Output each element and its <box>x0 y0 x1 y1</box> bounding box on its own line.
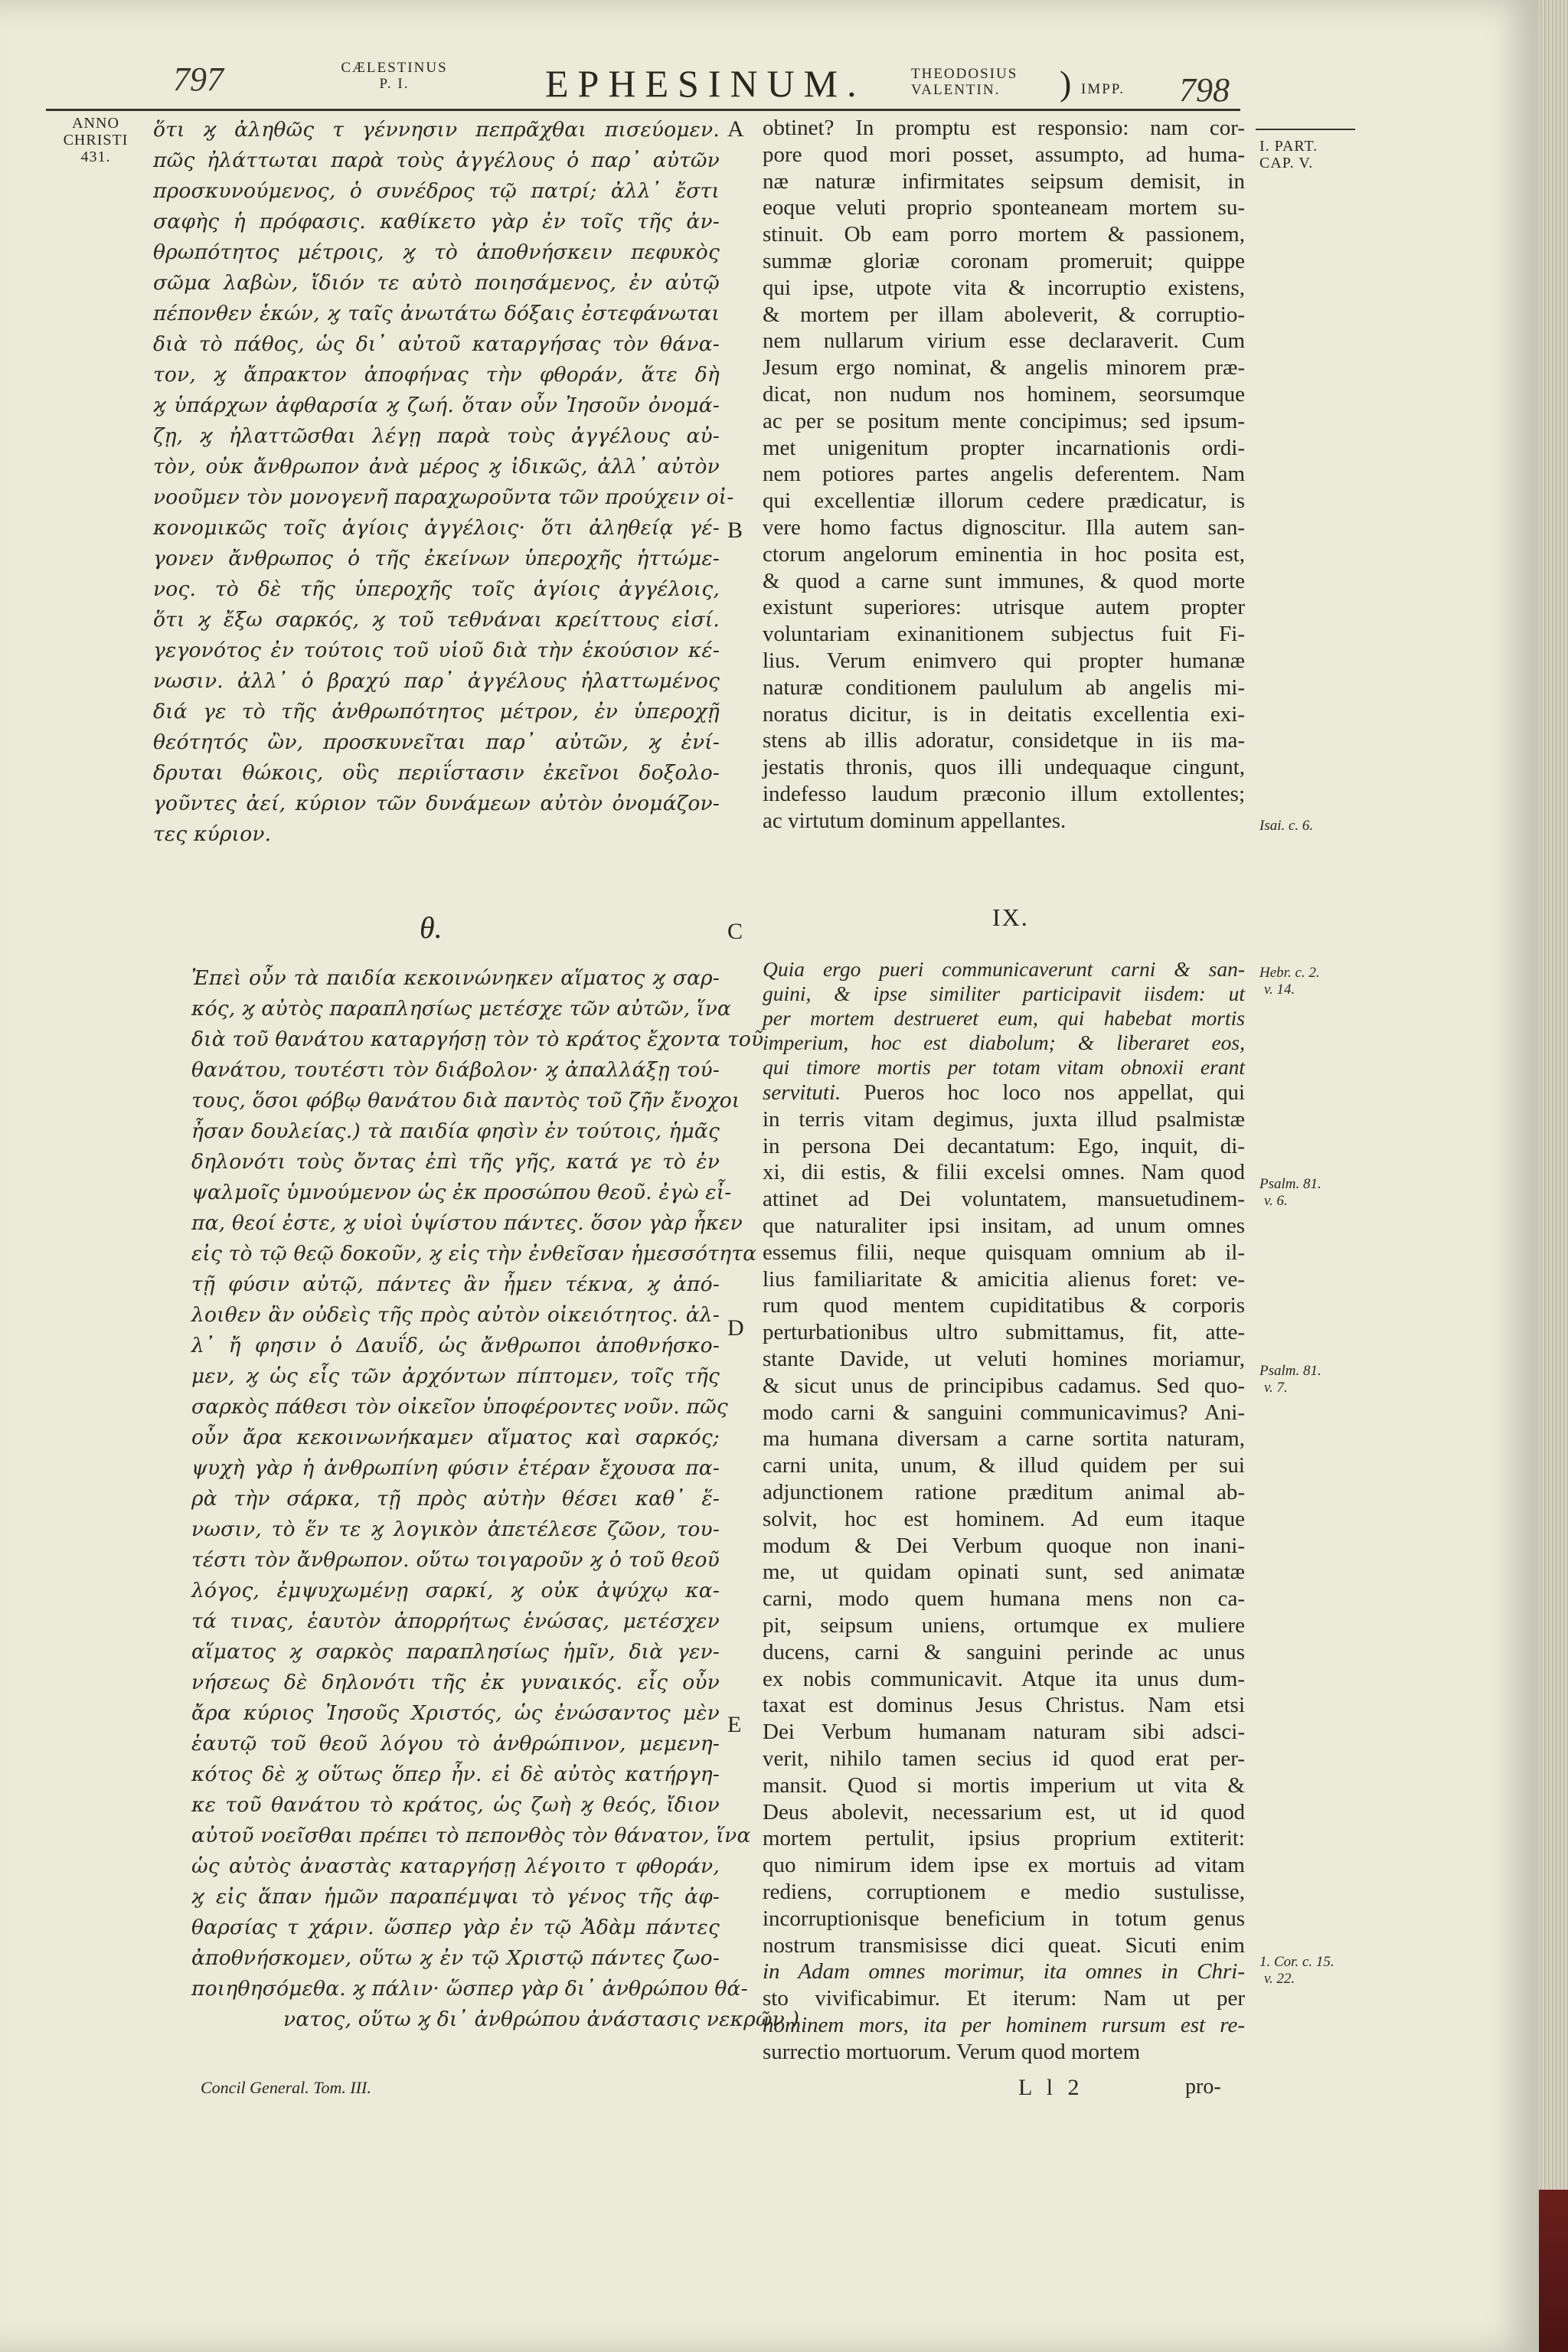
running-head-left <box>329 60 459 92</box>
greek-line: δηλονότι τοὺς ὄντας ἐπὶ τῆς γῆς, κατά γε τὸ ἐν <box>191 1150 720 1174</box>
latin-line: met unigenitum propter incarnationis ordi- <box>763 435 1245 460</box>
greek-line: ἀποθνήσκομεν, οὕτω ϗ ἐν τῷ Χριστῷ πάντες ζωο- <box>191 1946 720 1970</box>
greek-line: νατος, οὕτω ϗ δι᾽ ἀνθρώπου ἀνάστασις νεκρῶν.) <box>283 2007 800 2031</box>
latin-line: rediens, corruptionem e medio sustulisse, <box>763 1879 1245 1904</box>
latin-line: obtinet? In promptu est responsio: nam cor- <box>763 116 1245 140</box>
greek-line: νήσεως δὲ δηλονότι τῆς ἐκ γυναικός. εἷς οὖν <box>191 1671 720 1694</box>
greek-line: λ᾽ ἤ φησιν ὁ Δαυΐδ, ὡς ἄνθρωποι ἀποθνήσκο- <box>191 1334 720 1357</box>
greek-line: διά γε τὸ τῆς ἀνθρωπότητος μέτρον, ἐν ὑπεροχῇ <box>153 700 720 724</box>
latin-line: existunt superiores: utrisque autem propter <box>763 595 1245 620</box>
part-label: I. PART. <box>1259 138 1318 155</box>
latin-column-upper <box>763 115 1245 835</box>
latin-line: & quod a carne sunt immunes, & quod morte <box>763 568 1245 593</box>
latin-line: mortem pertulit, ipsius proprium extiterit: <box>763 1826 1245 1851</box>
latin-line: Dei Verbum humanam naturam sibi adsci- <box>763 1720 1245 1745</box>
latin-line: næ naturæ infirmitates seipsum demisit, in <box>763 168 1245 194</box>
brace: ) <box>1060 64 1072 103</box>
latin-line: sto vivificabimur. Et iterum: Nam ut per <box>763 1986 1245 2011</box>
latin-line <box>763 1080 1245 1106</box>
greek-line: οὖν ἄρα κεκοινωνήκαμεν αἵματος καὶ σαρκός; <box>191 1426 720 1449</box>
greek-line: κε τοῦ θανάτου τὸ κράτος, ὡς ζωὴ ϗ θεός, ἴδιον <box>191 1793 720 1817</box>
latin-line: Deus abolevit, necessarium est, ut id quod <box>763 1799 1245 1824</box>
ref-hebrews-chapter: Hebr. c. 2. <box>1259 965 1320 981</box>
quote-line: guini, & ipse similiter participavit iisdem: ut <box>763 982 1245 1005</box>
latin-line: me, ut quidam opinati sunt, sed animatæ <box>763 1560 1245 1585</box>
greek-line: διὰ τὸ πάθος, ὡς δι᾽ αὐτοῦ καταργήσας τὸν θάνα- <box>153 332 720 356</box>
latin-line: ac per se positum mente concipimus; sed ipsum- <box>763 408 1245 433</box>
latin-line: perturbationibus ultro submittamus, fit, atte- <box>763 1320 1245 1345</box>
section-letter-c: C <box>727 919 743 944</box>
greek-line: σῶμα λαβὼν, ἴδιόν τε αὐτὸ ποιησάμενος, ἐν αὐτῷ <box>153 271 720 295</box>
latin-line: & sicut unus de principibus cadamus. Sed quo- <box>763 1373 1245 1398</box>
latin-line: naturæ conditionem paululum ab angelis mi- <box>763 675 1245 700</box>
latin-line: eoque veluti proprio sponteaneam mortem su- <box>763 195 1245 220</box>
latin-line: lius familiaritate & amicitia alienus foret: ve- <box>763 1266 1245 1292</box>
ref-hebrews <box>1259 965 1320 998</box>
latin-line: & mortem per illam aboleverit, & corruptio- <box>763 302 1245 327</box>
greek-line: θαρσίας τ χάριν. ὥσπερ γὰρ ἐν τῷ Ἀδὰμ πάντες <box>191 1916 720 1939</box>
latin-line: pit, seipsum uniens, ortumque ex muliere <box>763 1612 1245 1638</box>
latin-line: essemus filii, neque quisquam omnium ab il- <box>763 1240 1245 1265</box>
greek-line: σαφὴς ἡ πρόφασις. καθίκετο γὰρ ἐν τοῖς τῆς ἀν- <box>153 210 720 234</box>
page-edge <box>1539 0 1568 2352</box>
running-head-left-line2: P. I. <box>379 76 410 92</box>
latin-line: ducens, carni & sanguini perinde ac unus <box>763 1639 1245 1664</box>
latin-line: ac virtutum dominum appellantes. <box>763 808 1067 833</box>
latin-line: pore quod mori posset, assumpto, ad huma- <box>763 142 1245 167</box>
latin-line: stinuit. Ob eam porro mortem & passionem, <box>763 222 1245 247</box>
latin-line: taxat est dominus Jesus Christus. Nam etsi <box>763 1693 1245 1718</box>
latin-line: summæ gloriæ coronam promeruit; quippe <box>763 248 1245 273</box>
latin-column-lower <box>763 1080 1245 2065</box>
greek-line: θρωπότητος μέτροις, ϗ τὸ ἀποθνήσκειν πεφυκὸς <box>153 240 720 264</box>
greek-line: εἰς τὸ τῷ θεῷ δοκοῦν, ϗ εἰς τὴν ἐνθεῖσαν ἡμεσσότητα <box>191 1242 757 1266</box>
greek-line: ϗ εἰς ἅπαν ἡμῶν παραπέμψαι τὸ γένος τῆς ἀφ- <box>191 1885 720 1909</box>
greek-line: ὅτι ϗ ἔξω σαρκός, ϗ τοῦ τεθνάναι κρείττους εἰσί. <box>153 608 720 632</box>
ref-cor-chapter: 1. Cor. c. 15. <box>1259 1954 1334 1970</box>
greek-line: κονομικῶς τοῖς ἁγίοις ἀγγέλοις· ὅτι ἀληθείᾳ γέ- <box>153 516 720 540</box>
greek-line: γεγονότος ἐν τούτοις τοῦ υἱοῦ διὰ τὴν ἑκούσιον κέ- <box>153 639 720 662</box>
ref-psalm2-chapter: Psalm. 81. <box>1259 1363 1321 1379</box>
greek-line: ἄρα κύριος Ἰησοῦς Χριστός, ὡς ἐνώσαντος μὲν <box>191 1701 720 1725</box>
quote-line: per mortem destrueret eum, qui habebat mortis <box>763 1006 1245 1030</box>
latin-line: quo nimirum idem ipse ex mortuis ad vitam <box>763 1853 1245 1878</box>
quote-end: servituti. <box>763 1080 841 1105</box>
ref-cor-verse: v. 22. <box>1264 1971 1295 1987</box>
page-number-right: 798 <box>1179 71 1230 109</box>
latin-line: jestatis thronis, quos illi undequaque cingunt, <box>763 755 1245 780</box>
latin-line: modo carni & sanguini communicavimus? Ani- <box>763 1400 1245 1425</box>
part-cap <box>1259 138 1359 172</box>
quote-line: qui timore mortis per totam vitam obnoxii erant <box>763 1055 1245 1079</box>
latin-line: ex nobis communicavit. Atque ita unus dum- <box>763 1666 1245 1691</box>
latin-line: modum & Dei Verbum quoque non inani- <box>763 1533 1245 1558</box>
quote-line: Quia ergo pueri communicaverunt carni & san- <box>763 957 1245 981</box>
section-number-latin: IX. <box>992 903 1029 931</box>
cap-label: CAP. V. <box>1259 155 1314 172</box>
greek-line: δρυται θώκοις, οὓς περιΐστασιν ἐκεῖνοι δοξολο- <box>153 761 720 785</box>
ref-psalm-verse: v. 6. <box>1264 1193 1288 1209</box>
latin-line: que naturaliter ipsi insitam, ad unum omnes <box>763 1213 1245 1238</box>
quote-line: imperium, hoc est diabolum; & liberaret eos, <box>763 1031 1245 1054</box>
greek-line: μεν, ϗ ὡς εἷς τῶν ἀρχόντων πίπτομεν, τοῖς τῆς <box>191 1364 720 1388</box>
anno-label: ANNO <box>72 115 119 132</box>
latin-line: in Adam omnes morimur, ita omnes in Chri- <box>763 1959 1245 1984</box>
greek-line: ὅτι ϗ ἀληθῶς τ γέννησιν πεπρᾶχθαι πισεύομεν. <box>153 118 720 142</box>
ref-psalm-81-7 <box>1259 1363 1321 1396</box>
running-head-right <box>911 66 1064 98</box>
latin-line: vere homo factus dignoscitur. Illa autem san- <box>763 514 1245 540</box>
latin-line: stens ab illis adoratur, considetque in iis ma- <box>763 728 1245 753</box>
greek-line: λοιθεν ἂν οὐδεὶς τῆς πρὸς αὐτὸν οἰκειότητος. ἀλ- <box>191 1303 720 1327</box>
greek-line: νωσιν, τὸ ἕν τε ϗ λογικὸν ἀπετέλεσε ζῶον, του- <box>191 1517 720 1541</box>
latin-line-text: Pueros hoc loco nos appellat, qui <box>864 1080 1246 1105</box>
latin-line: qui ipse, utpote vita & incorruptio existens, <box>763 275 1245 300</box>
greek-line: ψυχὴ γὰρ ἡ ἀνθρωπίνη φύσιν ἑτέραν ἔχουσα πα- <box>191 1456 720 1480</box>
greek-column-lower <box>191 963 800 2035</box>
greek-line: νωσιν. ἀλλ᾽ ὁ βραχύ παρ᾽ ἀγγέλους ἠλαττωμένος <box>153 669 720 693</box>
latin-line: stante Davide, ut veluti homines moriamur, <box>763 1346 1245 1371</box>
greek-line: Ἐπεὶ οὖν τὰ παιδία κεκοινώνηκεν αἵματος ϗ σαρ- <box>191 966 720 990</box>
latin-line: attinet ad Dei voluntatem, mansuetudinem- <box>763 1187 1245 1212</box>
latin-line: mansit. Quod si mortis imperium ut vita & <box>763 1772 1245 1798</box>
latin-line: surrectio mortuorum. Verum quod mortem <box>763 2039 1141 2064</box>
greek-line: ἦσαν δουλείας.) τὰ παιδία φησὶν ἐν τούτοις, ἡμᾶς <box>191 1119 720 1143</box>
ref-hebrews-verse: v. 14. <box>1264 982 1295 998</box>
greek-line: ὡς αὐτὸς ἀναστὰς καταργήσῃ λέγοιτο τ φθοράν, <box>191 1854 720 1878</box>
greek-line: ψαλμοῖς ὑμνούμενον ὡς ἐκ προσώπου θεοῦ. ἐγὼ εἶ- <box>191 1181 732 1204</box>
running-head-right-line1: THEODOSIUS <box>911 66 1018 82</box>
latin-line: in terris vitam degimus, juxta illud psalmistæ <box>763 1106 1245 1132</box>
ref-psalm2-verse: v. 7. <box>1264 1380 1288 1396</box>
greek-line: τά τινας, ἑαυτὸν ἀπορρήτως ἑνώσας, μετέσχεν <box>191 1609 720 1633</box>
latin-line: incorruptionisque beneficium in totum genus <box>763 1906 1245 1931</box>
latin-line: dicat, non nudum nos hominem, seorsumque <box>763 381 1245 407</box>
greek-line: τες κύριον. <box>153 822 272 846</box>
greek-line: λόγος, ἐμψυχωμένῃ σαρκί, ϗ οὐκ ἀψύχῳ κα- <box>191 1579 720 1602</box>
latin-line: hominem mors, ita per hominem rursum est re- <box>763 2012 1245 2037</box>
ref-corinthians <box>1259 1954 1334 1988</box>
latin-line: noratus dicitur, is in deitatis excellentia exi- <box>763 701 1245 727</box>
ref-psalm-chapter: Psalm. 81. <box>1259 1176 1321 1192</box>
greek-line: τέστι τὸν ἄνθρωπον. οὕτω τοιγαροῦν ϗ ὁ τοῦ θεοῦ <box>191 1548 720 1572</box>
head-rule <box>46 109 1240 111</box>
ref-psalm-81-6 <box>1259 1176 1321 1210</box>
latin-line: ma humana diversam a carne sortita naturam, <box>763 1426 1245 1452</box>
section-letter-e: E <box>727 1712 742 1737</box>
latin-line: voluntariam exinanitionem subjectus fuit Fi- <box>763 622 1245 647</box>
greek-line: διὰ τοῦ θανάτου καταργήσῃ τὸν τὸ κράτος ἔχοντα τοῦ <box>191 1027 764 1051</box>
greek-line: θανάτου, τουτέστι τὸν διάβολον· ϗ ἀπαλλάξῃ τού- <box>191 1058 720 1082</box>
latin-line: nostrum transmisisse dici queat. Sicuti enim <box>763 1932 1245 1958</box>
greek-line: σαρκὸς πάθεσι τὸν οἰκεῖον ὑποφέροντες νοῦν. πῶς <box>191 1395 728 1419</box>
latin-line: indefesso laudum præconio illum extollentes; <box>763 781 1245 806</box>
greek-line: τους, ὅσοι φόβῳ θανάτου διὰ παντὸς τοῦ ζῆν ἔνοχοι <box>191 1089 740 1112</box>
running-head-right-line2: VALENTIN. <box>911 82 1001 98</box>
greek-line: ζῃ, ϗ ἠλαττῶσθαι λέγῃ παρὰ τοὺς ἀγγέλους αὐ- <box>153 424 720 448</box>
latin-line: solvit, hoc est hominem. Ad eum itaque <box>763 1506 1245 1531</box>
greek-line: τον, ϗ ἄπρακτον ἀποφήνας τὴν φθοράν, ἅτε δὴ <box>153 363 720 387</box>
greek-line: νοοῦμεν τὸν μονογενῆ παραχωροῦντα τῶν προύχειν οἰ- <box>153 485 734 509</box>
catchword: pro- <box>1185 2075 1221 2099</box>
latin-line: qui excellentiæ illorum cedere prædicatur, is <box>763 488 1245 514</box>
greek-line: γοῦντες ἀεί, κύριον τῶν δυνάμεων αὐτὸν ὀνομάζον- <box>153 792 720 815</box>
running-title: EPHESINUM. <box>545 62 866 105</box>
latin-line: adjunctionem ratione præditum animal ab- <box>763 1479 1245 1504</box>
greek-line: πέπονθεν ἑκών, ϗ ταῖς ἀνωτάτω δόξαις ἐστεφάνωται <box>153 302 720 325</box>
greek-line: νος. τὸ δὲ τῆς ὑπεροχῆς τοῖς ἁγίοις ἀγγέλοις, <box>153 577 720 601</box>
latin-line: in persona Dei decantatum: Ego, inquit, di- <box>763 1133 1245 1158</box>
section-letter-a: A <box>727 116 744 142</box>
section-letter-b: B <box>727 518 743 543</box>
greek-line: θεότητός ὢν, προσκυνεῖται παρ᾽ αὐτῶν, ϗ ἐνί- <box>153 730 720 754</box>
latin-line: nem potiores partes angelis deferentem. Nam <box>763 462 1245 487</box>
signature-mark: L l 2 <box>1018 2075 1084 2100</box>
greek-line: τῇ φύσιν αὐτῷ, πάντες ἂν ἦμεν τέκνα, ϗ ἀπό- <box>191 1272 720 1296</box>
page-number-left: 797 <box>173 60 224 98</box>
latin-line: lius. Verum enimvero qui propter humanæ <box>763 648 1245 673</box>
greek-line: ἑαυτῷ τοῦ θεοῦ λόγου τὸ ἀνθρώπινον, μεμενη- <box>191 1732 720 1756</box>
greek-line: πῶς ἠλάττωται παρὰ τοὺς ἀγγέλους ὁ παρ᾽ αὐτῶν <box>153 149 720 172</box>
running-head-left-line1: CÆLESTINUS <box>341 60 448 76</box>
greek-line: κός, ϗ αὐτὸς παραπλησίως μετέσχε τῶν αὐτῶν, ἵνα <box>191 997 732 1021</box>
greek-column-upper <box>153 115 734 850</box>
footer-note: Concil General. Tom. III. <box>201 2078 371 2097</box>
latin-line: carni unita, unum, & illud quidem per sui <box>763 1453 1245 1478</box>
ref-isaiah: Isai. c. 6. <box>1259 818 1314 834</box>
latin-line: nem nullarum virium esse declaraverit. Cum <box>763 328 1245 354</box>
greek-line: ποιηθησόμεθα. ϗ πάλιν· ὥσπερ γὰρ δι᾽ ἀνθρώπου θά- <box>191 1977 748 2001</box>
latin-line: Jesum ergo nominat, & angelis minorem præ- <box>763 355 1245 381</box>
section-number-greek: θ. <box>420 910 443 945</box>
greek-line: κότος δὲ ϗ οὕτως ὅπερ ἦν. εἰ δὲ αὐτὸς κατήργη- <box>191 1762 720 1786</box>
latin-line: carni, modo quem humana mens non ca- <box>763 1586 1245 1612</box>
section-letter-d: D <box>727 1315 744 1341</box>
anno-christi <box>46 115 145 165</box>
greek-line: αἵματος ϗ σαρκὸς παραπλησίως ἡμῖν, διὰ γεν- <box>191 1640 720 1664</box>
year-label: 431. <box>80 149 111 165</box>
latin-scripture-quote <box>763 957 1245 1080</box>
latin-line: rum quod mentem cupiditatibus & corporis <box>763 1293 1245 1318</box>
christi-label: CHRISTI <box>63 132 129 149</box>
greek-line: ϗ ὑπάρχων ἀφθαρσία ϗ ζωή. ὅταν οὖν Ἰησοῦν ὀνομά- <box>153 394 720 417</box>
greek-line: πα, θεοί ἐστε, ϗ υἱοὶ ὑψίστου πάντες. ὅσον γὰρ ἧκεν <box>191 1211 743 1235</box>
greek-line: αὐτοῦ νοεῖσθαι πρέπει τὸ πεπονθὸς τὸν θάνατον, ἵνα <box>191 1824 751 1847</box>
greek-line: τὸν, οὐκ ἄνθρωπον ἀνὰ μέρος ϗ ἰδικῶς, ἀλλ᾽ αὐτὸν <box>153 455 720 479</box>
latin-line: verit, nihilo tamen secius id quod erat per- <box>763 1746 1245 1771</box>
latin-line: xi, dii estis, & filii excelsi omnes. Nam quod <box>763 1160 1245 1185</box>
running-head-impp: IMPP. <box>1081 81 1125 97</box>
part-rule <box>1256 129 1355 130</box>
greek-line: ρὰ τὴν σάρκα, τῇ πρὸς αὐτὴν θέσει καθ᾽ ἕ- <box>191 1487 720 1511</box>
greek-line: προσκυνούμενος, ὁ συνέδρος τῷ πατρί; ἀλλ᾽ ἔστι <box>153 179 720 203</box>
latin-line: ctorum angelorum eminentia in hoc posita est, <box>763 541 1245 567</box>
greek-line: γονεν ἄνθρωπος ὁ τῆς ἐκείνων ὑπεροχῆς ἡττώμε- <box>153 547 720 570</box>
